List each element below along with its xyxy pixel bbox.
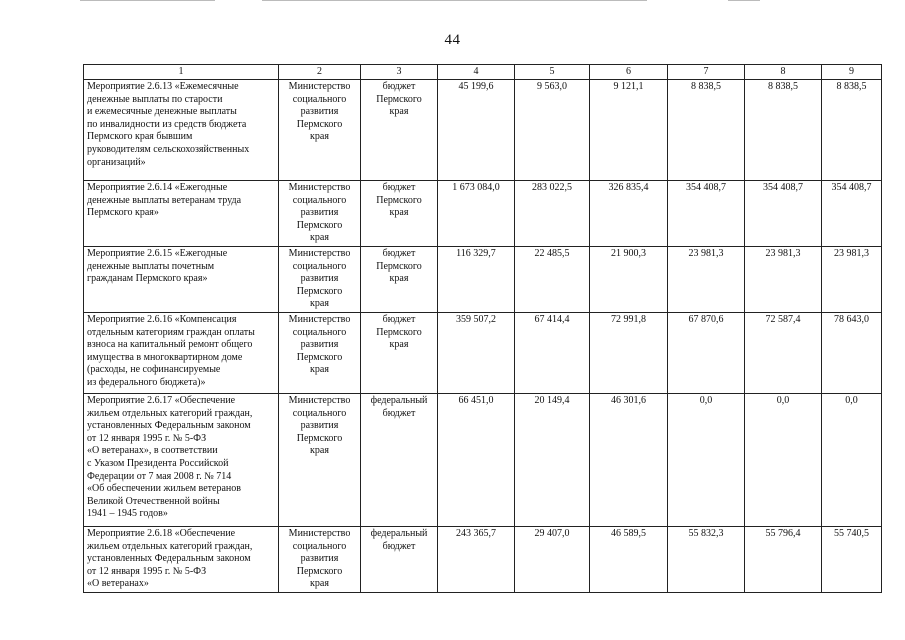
event-name-cell-line: руководителям сельскохозяйственных	[87, 143, 250, 155]
table-row	[84, 181, 882, 247]
column-header: 3	[361, 65, 438, 80]
event-name-cell-line: Мероприятие 2.6.14 «Ежегодные	[87, 182, 228, 193]
column-header: 4	[438, 65, 515, 80]
funding-source-cell-line: бюджет	[382, 407, 416, 419]
amount-cell: 20 149,4	[515, 394, 590, 527]
event-name-cell-line: Мероприятие 2.6.16 «Компенсация	[87, 314, 237, 325]
executor-cell-line: развития	[300, 273, 339, 285]
column-header: 2	[279, 65, 361, 80]
executor-cell-line: Пермского	[296, 432, 343, 444]
executor-cell-line: Пермского	[296, 285, 343, 297]
funding-source-cell-line: края	[389, 339, 409, 351]
funding-source-cell-line: Пермского	[376, 260, 422, 272]
event-name-cell	[84, 80, 279, 181]
amount-cell: 45 199,6	[438, 80, 515, 181]
column-header: 7	[668, 65, 745, 80]
event-name-cell-line: организаций»	[87, 156, 146, 168]
funding-source-cell	[361, 80, 438, 181]
amount-cell: 243 365,7	[438, 527, 515, 593]
executor-cell-line: развития	[300, 207, 339, 219]
funding-source-cell-line: Пермского	[376, 194, 422, 206]
event-name-cell-line: отдельным категориям граждан оплаты	[87, 326, 255, 338]
amount-cell: 8 838,5	[745, 80, 822, 181]
amount-cell: 55 796,4	[745, 527, 822, 593]
executor-cell-line: Пермского	[296, 351, 343, 363]
amount-cell: 72 991,8	[590, 313, 668, 394]
event-name-cell-line: взноса на капитальный ремонт общего	[87, 339, 253, 351]
amount-cell: 116 329,7	[438, 247, 515, 313]
amount-cell: 23 981,3	[745, 247, 822, 313]
event-name-cell-line: 1941 – 1945 годов»	[87, 508, 168, 520]
amount-cell: 283 022,5	[515, 181, 590, 247]
executor-cell-line: края	[310, 578, 329, 590]
executor-cell	[279, 247, 361, 313]
executor-cell-line: социального	[292, 93, 347, 105]
executor-cell-line: социального	[292, 407, 347, 419]
executor-cell-line: развития	[300, 106, 339, 118]
amount-cell: 9 563,0	[515, 80, 590, 181]
funding-source-cell-line: бюджет	[382, 540, 416, 552]
amount-cell: 8 838,5	[822, 80, 882, 181]
amount-cell: 78 643,0	[822, 313, 882, 394]
event-name-cell-line: «О ветеранах», в соответствии	[87, 445, 218, 457]
event-name-cell-line: Федерации от 7 мая 2008 г. № 714	[87, 470, 232, 482]
amount-cell: 359 507,2	[438, 313, 515, 394]
funding-source-cell-line: бюджет	[382, 314, 416, 325]
funding-source-cell-line: бюджет	[382, 81, 416, 92]
funding-source-cell-line: края	[389, 207, 409, 219]
executor-cell-line: развития	[300, 339, 339, 351]
event-name-cell-line: Мероприятие 2.6.18 «Обеспечение	[87, 528, 236, 539]
event-name-cell-line: денежные выплаты по старости	[87, 93, 223, 105]
event-name-cell	[84, 527, 279, 593]
executor-cell-line: развития	[300, 553, 339, 565]
event-name-cell-line: жильем отдельных категорий граждан,	[87, 407, 253, 419]
executor-cell-line: Министерство	[288, 395, 351, 406]
amount-cell: 23 981,3	[822, 247, 882, 313]
event-name-cell-line: с Указом Президента Российской	[87, 457, 229, 469]
amount-cell: 326 835,4	[590, 181, 668, 247]
amount-cell: 1 673 084,0	[438, 181, 515, 247]
event-name-cell-line: имущества в многоквартирном доме	[87, 351, 243, 363]
table-row	[84, 313, 882, 394]
table-row	[84, 247, 882, 313]
event-name-cell-line: от 12 января 1995 г. № 5-ФЗ	[87, 565, 207, 577]
executor-cell-line: края	[310, 232, 329, 244]
event-name-cell	[84, 181, 279, 247]
funding-source-cell-line: бюджет	[382, 182, 416, 193]
executor-cell-line: социального	[292, 194, 347, 206]
top-rule-center	[262, 0, 647, 1]
funding-source-cell-line: края	[389, 273, 409, 285]
executor-cell	[279, 313, 361, 394]
funding-source-cell	[361, 394, 438, 527]
executor-cell-line: социального	[292, 540, 347, 552]
event-name-cell-line: по инвалидности из средств бюджета	[87, 118, 247, 130]
funding-source-cell-line: бюджет	[382, 248, 416, 259]
amount-cell: 0,0	[745, 394, 822, 527]
amount-cell: 0,0	[668, 394, 745, 527]
event-name-cell-line: и ежемесячные денежные выплаты	[87, 106, 237, 118]
event-name-cell-line: денежные выплаты ветеранам труда	[87, 194, 242, 206]
funding-source-cell	[361, 313, 438, 394]
event-name-cell	[84, 247, 279, 313]
column-header: 8	[745, 65, 822, 80]
amount-cell: 354 408,7	[668, 181, 745, 247]
event-name-cell-line: «О ветеранах»	[87, 578, 149, 590]
executor-cell	[279, 181, 361, 247]
executor-cell-line: Министерство	[288, 182, 351, 193]
column-header: 5	[515, 65, 590, 80]
executor-cell-line: Пермского	[296, 219, 343, 231]
amount-cell: 29 407,0	[515, 527, 590, 593]
column-header: 9	[822, 65, 882, 80]
amount-cell: 55 832,3	[668, 527, 745, 593]
event-name-cell-line: установленных Федеральным законом	[87, 553, 251, 565]
funding-source-cell	[361, 527, 438, 593]
budget-table	[83, 64, 882, 593]
executor-cell-line: Пермского	[296, 565, 343, 577]
funding-source-cell-line: края	[389, 106, 409, 118]
amount-cell: 0,0	[822, 394, 882, 527]
amount-cell: 21 900,3	[590, 247, 668, 313]
column-header: 6	[590, 65, 668, 80]
amount-cell: 8 838,5	[668, 80, 745, 181]
amount-cell: 72 587,4	[745, 313, 822, 394]
event-name-cell-line: гражданам Пермского края»	[87, 273, 208, 285]
amount-cell: 22 485,5	[515, 247, 590, 313]
event-name-cell-line: денежные выплаты почетным	[87, 260, 215, 272]
page-number: 44	[444, 32, 461, 48]
funding-source-cell-line: федеральный	[370, 395, 428, 406]
table-row	[84, 527, 882, 593]
amount-cell: 46 301,6	[590, 394, 668, 527]
table-row	[84, 394, 882, 527]
amount-cell: 67 870,6	[668, 313, 745, 394]
executor-cell-line: края	[310, 298, 329, 310]
event-name-cell-line: Пермского края»	[87, 207, 159, 219]
event-name-cell	[84, 313, 279, 394]
event-name-cell-line: из федерального бюджета)»	[87, 376, 206, 388]
event-name-cell-line: Великой Отечественной войны	[87, 495, 220, 507]
funding-source-cell	[361, 181, 438, 247]
event-name-cell-line: (расходы, не софинансируемые	[87, 364, 221, 376]
executor-cell-line: социального	[292, 260, 347, 272]
executor-cell-line: развития	[300, 420, 339, 432]
event-name-cell-line: «Об обеспечении жильем ветеранов	[87, 483, 241, 495]
column-header: 1	[84, 65, 279, 80]
executor-cell	[279, 80, 361, 181]
executor-cell-line: края	[310, 364, 329, 376]
table-row	[84, 80, 882, 181]
amount-cell: 354 408,7	[822, 181, 882, 247]
executor-cell	[279, 394, 361, 527]
event-name-cell-line: от 12 января 1995 г. № 5-ФЗ	[87, 432, 207, 444]
event-name-cell-line: жильем отдельных категорий граждан,	[87, 540, 253, 552]
event-name-cell-line: Мероприятие 2.6.15 «Ежегодные	[87, 248, 228, 259]
executor-cell-line: Министерство	[288, 248, 351, 259]
top-rule-right	[728, 0, 760, 1]
event-name-cell-line: Мероприятие 2.6.17 «Обеспечение	[87, 395, 236, 406]
amount-cell: 67 414,4	[515, 313, 590, 394]
event-name-cell-line: установленных Федеральным законом	[87, 420, 251, 432]
executor-cell-line: Министерство	[288, 528, 351, 539]
funding-source-cell	[361, 247, 438, 313]
top-rule-left	[80, 0, 215, 1]
amount-cell: 23 981,3	[668, 247, 745, 313]
amount-cell: 66 451,0	[438, 394, 515, 527]
event-name-cell-line: Пермского края бывшим	[87, 131, 193, 143]
executor-cell-line: края	[310, 445, 329, 457]
executor-cell-line: Пермского	[296, 118, 343, 130]
executor-cell-line: Министерство	[288, 314, 351, 325]
funding-source-cell-line: Пермского	[376, 93, 422, 105]
amount-cell: 354 408,7	[745, 181, 822, 247]
amount-cell: 55 740,5	[822, 527, 882, 593]
header-row	[84, 65, 882, 80]
executor-cell-line: социального	[292, 326, 347, 338]
funding-source-cell-line: Пермского	[376, 326, 422, 338]
amount-cell: 46 589,5	[590, 527, 668, 593]
event-name-cell	[84, 394, 279, 527]
executor-cell	[279, 527, 361, 593]
amount-cell: 9 121,1	[590, 80, 668, 181]
executor-cell-line: Министерство	[288, 81, 351, 92]
event-name-cell-line: Мероприятие 2.6.13 «Ежемесячные	[87, 81, 239, 92]
funding-source-cell-line: федеральный	[370, 528, 428, 539]
executor-cell-line: края	[310, 131, 329, 143]
